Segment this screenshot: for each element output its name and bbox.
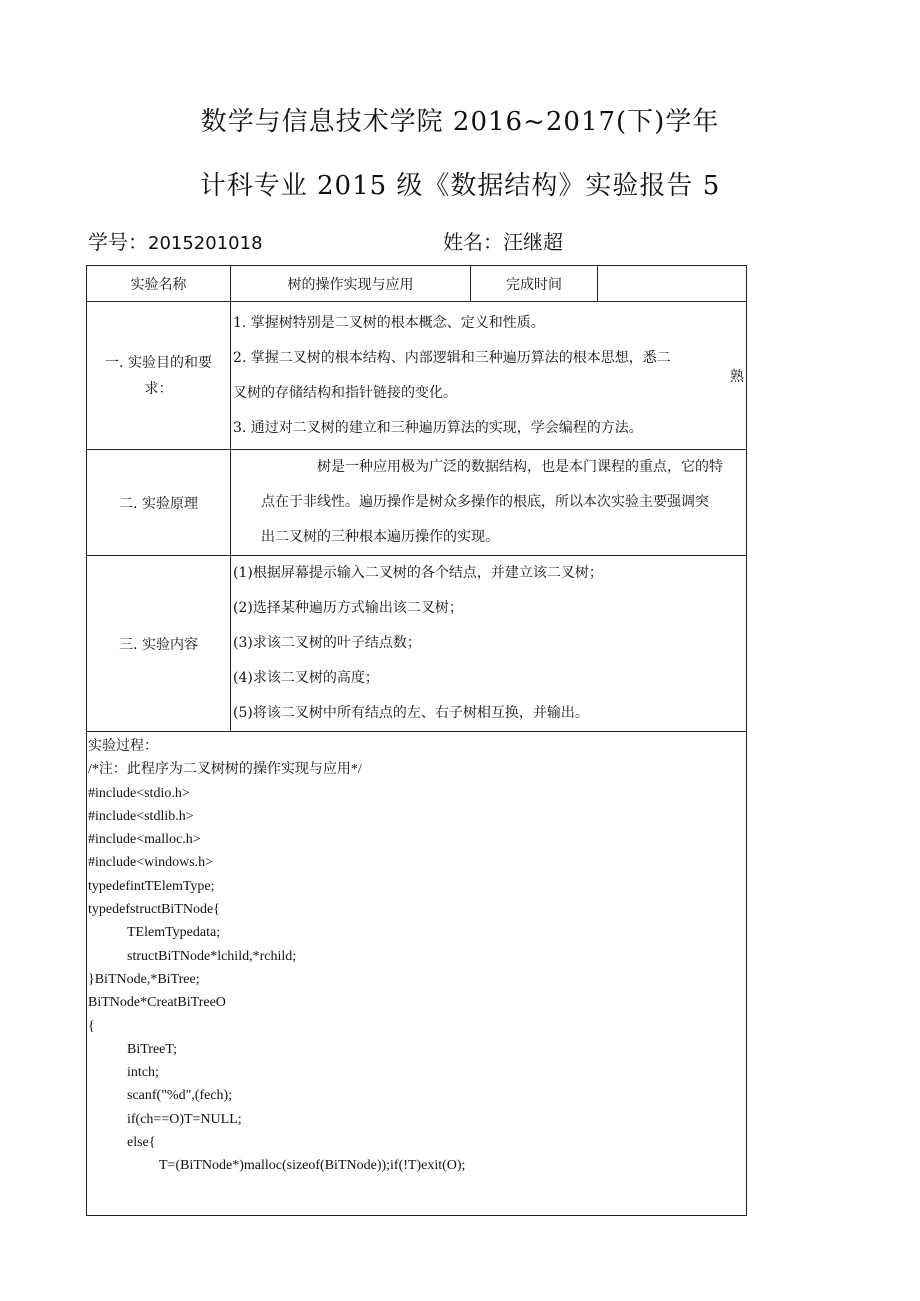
content-line: (1)根据屏幕提示输入二叉树的各个结点，并建立该二叉树；: [233, 565, 603, 581]
experiment-name-value: 树的操作实现与应用: [231, 266, 471, 302]
student-name: [443, 226, 563, 255]
principle-line: 树是一种应用极为广泛的数据结构，也是本门课程的重点，它的特: [317, 459, 723, 475]
code-line: #include<malloc.h>: [88, 832, 201, 848]
code-line: structBiTNode*lchild,*rchild;: [127, 948, 297, 964]
purpose-line: 2. 掌握二叉树的根本结构、内部逻辑和三种遍历算法的根本思想，悉二: [233, 349, 671, 366]
report-table: [86, 265, 747, 1216]
code-line: }BiTNode,*BiTree;: [88, 971, 200, 987]
code-line: BiTreeT;: [127, 1041, 178, 1057]
process-heading: 实验过程：: [88, 739, 158, 754]
content-line: (2)选择某种遍历方式输出该二叉树；: [233, 600, 463, 616]
code-line: typedefstructBiTNode{: [88, 902, 220, 918]
code-line: if(ch==O)T=NULL;: [127, 1111, 242, 1127]
code-line: {: [88, 1018, 95, 1034]
code-line: intch;: [127, 1065, 159, 1081]
principle-line: 出二叉树的三种根本遍历操作的实现。: [261, 529, 499, 545]
process-content: [87, 732, 747, 1216]
purpose-stray-char: 熟: [730, 369, 744, 385]
purpose-row: [87, 302, 747, 450]
content-line: (5)将该二叉树中所有结点的左、右子树相互换，并输出。: [233, 705, 589, 721]
content-line: (4)求该二叉树的高度；: [233, 670, 379, 686]
student-name-label: 姓名：: [443, 230, 503, 254]
code-line: BiTNode*CreatBiTreeO: [88, 995, 226, 1011]
principle-row: [87, 450, 747, 556]
student-id-label: 学号：: [88, 230, 148, 254]
completion-time-label: 完成时间: [471, 266, 598, 302]
content-line: (3)求该二叉树的叶子结点数；: [233, 635, 421, 651]
completion-time-value: [598, 266, 747, 302]
purpose-line: 1. 掌握树特别是二叉树的根本概念、定义和性质。: [233, 314, 545, 331]
code-line: T=(BiTNode*)malloc(sizeof(BiTNode));if(!T)exit(O);: [159, 1158, 466, 1174]
purpose-line: 叉树的存储结构和指针链接的变化。: [233, 384, 457, 401]
purpose-label: 一. 实验目的和要求：: [87, 302, 231, 450]
code-line: typedefintTElemType;: [88, 878, 215, 894]
code-line: /*注：此程序为二叉树树的操作实现与应用*/: [88, 762, 362, 778]
code-line: #include<stdlib.h>: [88, 808, 194, 824]
experiment-name-label: 实验名称: [87, 266, 231, 302]
report-title-line2: 计科专业 2015 级《数据结构》实验报告 5: [199, 171, 721, 201]
content-row: [87, 556, 747, 732]
content-label: 三. 实验内容: [87, 556, 231, 732]
principle-label: 二. 实验原理: [87, 450, 231, 556]
content-content: [231, 556, 747, 732]
principle-line: 点在于非线性。遍历操作是树众多操作的根底，所以本次实验主要强调突: [261, 494, 709, 510]
code-line: else{: [127, 1135, 156, 1151]
principle-content: [231, 450, 747, 556]
code-line: #include<stdio.h>: [88, 785, 190, 801]
code-line: #include<windows.h>: [88, 855, 214, 871]
purpose-line: 3. 通过对二叉树的建立和三种遍历算法的实现，学会编程的方法。: [233, 419, 643, 436]
code-line: scanf("%d",(fech);: [127, 1088, 233, 1104]
student-id: [88, 226, 263, 255]
purpose-content: [231, 302, 747, 450]
report-title-line1: 数学与信息技术学院 2016~2017(下)学年: [200, 107, 720, 137]
student-id-value: 2015201018: [148, 233, 263, 254]
code-line: TElemTypedata;: [127, 925, 221, 941]
process-row: [87, 732, 747, 1216]
student-name-value: 汪继超: [503, 230, 563, 254]
experiment-name-row: [87, 266, 747, 302]
